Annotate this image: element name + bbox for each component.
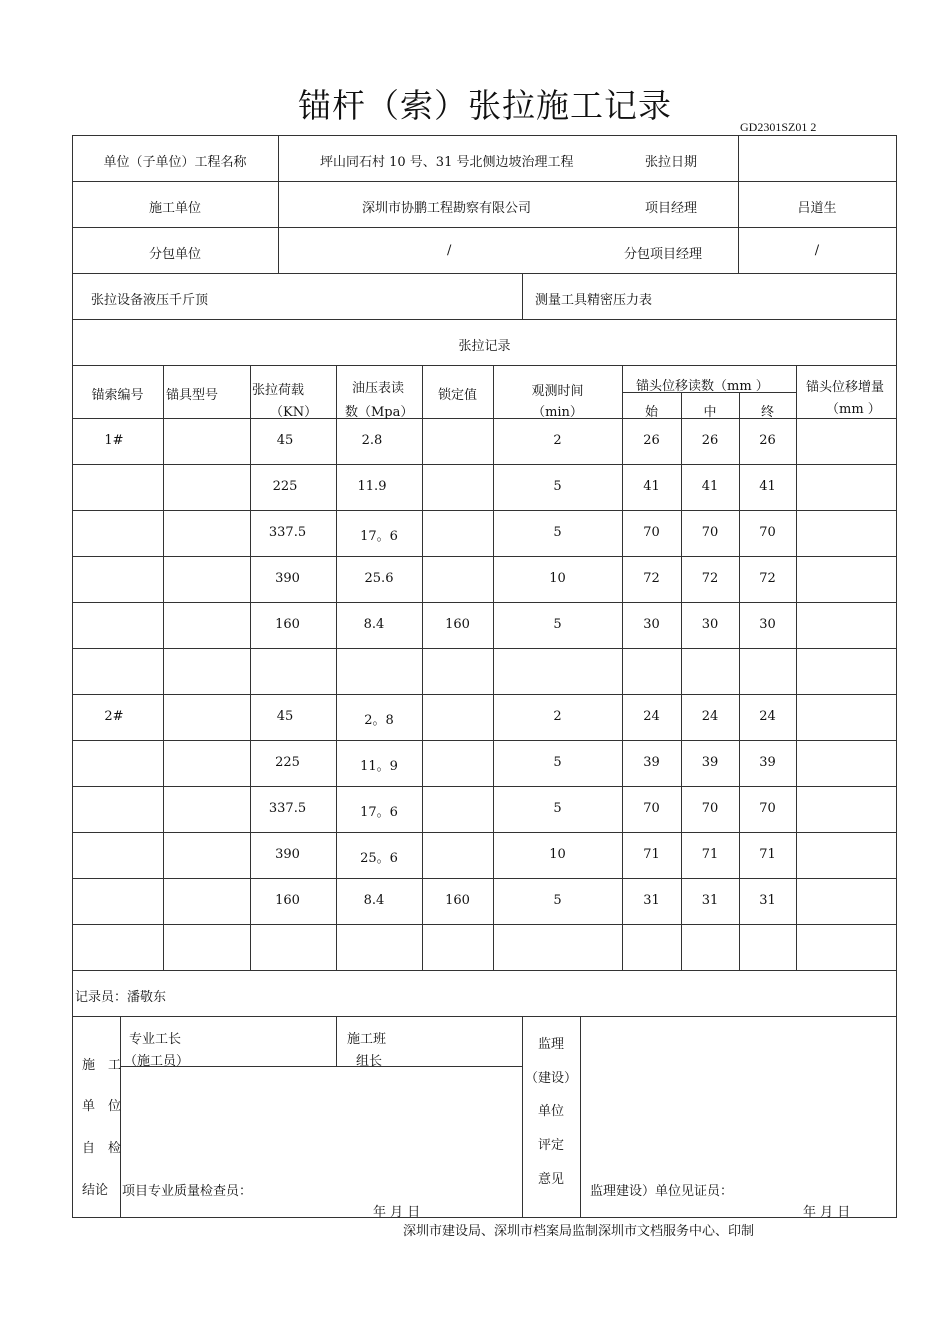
witness-date: 年 月 日 [803,1205,851,1220]
cell-mid: 72 [701,571,719,586]
header-lock: 锁定值 [437,388,477,403]
cell-time: 2 [553,709,562,724]
cell-load: 390 [275,847,300,862]
cell-load: 337.5 [268,525,307,540]
cell-time: 5 [553,525,562,540]
supervision-label: 意见 [537,1172,564,1187]
cell-gauge: 17。6 [360,529,398,544]
header-gauge: 油压表读 [352,381,405,396]
cell-anchor-no: 1# [104,433,124,448]
team-leader-label-sub: 组长 [356,1054,383,1069]
header-time-unit: （min） [532,405,583,420]
cell-mid: 30 [701,617,719,632]
cell-end: 72 [759,571,776,586]
cell-mid: 70 [701,801,719,816]
project-label: 单位（子单位）工程名称 [103,155,247,170]
header-increment: 锚头位移增量 [806,380,885,395]
cell-mid: 39 [701,755,719,770]
cell-time: 10 [549,571,566,586]
equipment-label: 张拉设备液压千斤顶 [91,293,209,308]
cell-mid: 31 [701,893,719,908]
cell-start: 70 [643,801,660,816]
cell-gauge: 11.9 [357,479,387,494]
cell-load: 390 [275,571,300,586]
cell-mid: 26 [701,433,719,448]
cell-gauge: 25.6 [364,571,394,586]
cell-mid: 70 [701,525,719,540]
cell-mid: 24 [701,709,719,724]
cell-time: 10 [549,847,566,862]
cell-start: 71 [643,847,660,862]
document-code: GD2301SZ01 2 [740,120,817,134]
cell-start: 24 [643,709,660,724]
cell-end: 71 [759,847,776,862]
header-gauge-unit: 数（Mpa） [345,405,414,420]
header-anchor-no: 锚索编号 [91,388,144,403]
cell-load: 337.5 [268,801,307,816]
cell-end: 70 [759,801,776,816]
cell-gauge: 2.8 [361,433,383,448]
self-check-side-label: 施 工 [82,1058,122,1073]
cell-lock: 160 [445,893,470,908]
cell-load: 45 [276,709,294,724]
supervision-label: 评定 [537,1138,564,1153]
header-time: 观测时间 [531,384,584,399]
self-check-side-label: 自 检 [82,1141,122,1156]
project-value: 坪山同石村 10 号、31 号北侧边坡治理工程 [320,155,574,170]
cell-gauge: 11。9 [360,759,398,774]
sub-manager-label: 分包项目经理 [624,247,703,262]
subcontractor-value: / [447,243,452,258]
tool-label: 测量工具精密压力表 [535,293,653,308]
cell-end: 30 [759,617,776,632]
supervision-label: 单位 [537,1104,564,1119]
witness-label: 监理建设）单位见证员： [590,1184,734,1199]
manager-label: 项目经理 [645,201,698,216]
cell-gauge: 2。8 [364,713,394,728]
cell-time: 5 [553,755,562,770]
header-increment-unit: （mm ） [826,402,881,417]
cell-start: 41 [643,479,660,494]
date-label: 张拉日期 [645,155,698,170]
cell-load: 160 [275,617,300,632]
cell-end: 31 [759,893,776,908]
cell-end: 70 [759,525,776,540]
header-displacement: 锚头位移读数（mm ） [636,379,769,394]
cell-time: 5 [553,893,562,908]
manager-value: 吕道生 [797,201,837,216]
record-section-title: 张拉记录 [458,339,511,354]
recorder: 记录员：潘敬东 [75,990,167,1005]
contractor-label: 施工单位 [148,201,201,216]
header-start: 始 [644,405,658,420]
foreman-label-sub: （施工员） [124,1054,190,1069]
cell-gauge: 25。6 [360,851,398,866]
cell-end: 41 [759,479,776,494]
team-leader-label: 施工班 [347,1032,387,1047]
cell-load: 225 [272,479,298,494]
cell-load: 160 [275,893,300,908]
cell-time: 5 [553,479,562,494]
contractor-value: 深圳市协鹏工程勘察有限公司 [362,201,532,216]
header-mid: 中 [703,405,717,420]
cell-start: 31 [643,893,660,908]
cell-end: 39 [759,755,776,770]
self-check-side-label: 单 位 [82,1099,122,1114]
cell-load: 45 [276,433,294,448]
cell-mid: 41 [701,479,719,494]
subcontractor-label: 分包单位 [148,247,201,262]
cell-anchor-no: 2# [104,709,124,724]
supervision-label: 监理 [537,1037,564,1052]
cell-gauge: 17。6 [360,805,398,820]
cell-gauge: 8.4 [363,617,385,632]
header-load: 张拉荷载 [252,383,305,398]
cell-lock: 160 [445,617,470,632]
cell-time: 5 [553,617,562,632]
self-check-side-label: 结论 [82,1183,109,1198]
foreman-label: 专业工长 [129,1032,182,1047]
cell-end: 24 [759,709,776,724]
cell-time: 5 [553,801,562,816]
quality-inspector-label: 项目专业质量检查员： [122,1184,253,1199]
supervision-label: （建设） [524,1071,577,1086]
inspector-date: 年 月 日 [373,1205,421,1220]
cell-start: 70 [643,525,660,540]
cell-time: 2 [553,433,562,448]
page-title: 锚杆（索）张拉施工记录 [298,86,672,125]
cell-end: 26 [759,433,776,448]
header-end: 终 [760,405,774,420]
cell-start: 26 [643,433,660,448]
cell-gauge: 8.4 [363,893,385,908]
sub-manager-value: / [814,243,820,258]
cell-mid: 71 [701,847,719,862]
cell-start: 30 [643,617,660,632]
header-anchor-type: 锚具型号 [165,388,218,403]
cell-start: 39 [643,755,660,770]
cell-load: 225 [275,755,300,770]
footer-note: 深圳市建设局、深圳市档案局监制深圳市文档服务中心、印制 [403,1224,755,1239]
header-load-unit: （KN） [270,405,318,420]
cell-start: 72 [643,571,660,586]
